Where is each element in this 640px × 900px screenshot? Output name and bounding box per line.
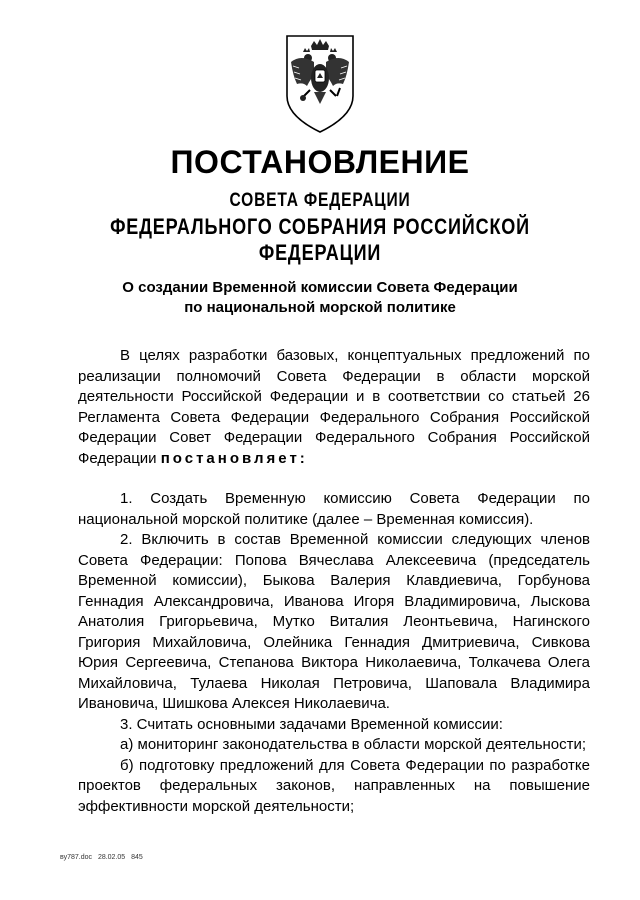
coat-of-arms-icon (281, 32, 359, 136)
subject-line1: О создании Временной комиссии Совета Федерации (122, 279, 518, 296)
preamble-paragraph (78, 346, 590, 469)
issuing-body-line1: СОВЕТА ФЕДЕРАЦИИ (229, 190, 411, 211)
item-1: 1. Создать Временную комиссию Совета Федерации по национальной морской политике (далее – Временная комиссия). (78, 490, 590, 528)
item-2: 2. Включить в состав Временной комиссии следующих членов Совета Федерации: Попова Вячеслава Алексеевича (председатель Временной комиссии), Быкова Валерия Клавдиевича, Горбунова Геннадия Александровича, Иванова Игоря Владимировича, Лыскова Анатолия Григорьевича, Мутко Виталия Леонтьевича, Нагинского Григория Михайловича, Олейника Геннадия Дмитриевича, Сивкова Юрия Сергеевича, Степанова Виктора Николаевича, Толкачева Олега Михайловича, Тулаева Николая Петровича, Шаповала Владимира Ивановича, Шишкова Алексея Николаевича. (78, 531, 590, 712)
footer-code: 845 (131, 854, 143, 861)
preamble-text: В целях разработки базовых, концептуальных предложений по реализации полномочий Совета Федерации в области морской деятельности Российской Федерации и в соответствии со статьей 26 Регламента Совета Федерации Федерального Собрания Российской Федерации Совет Федерации Федерального Собрания Российской Федерации (78, 347, 590, 467)
footer-date: 28.02.05 (97, 854, 126, 861)
document-subject (60, 278, 580, 318)
item-3b: б) подготовку предложений для Совета Федерации по разработке проектов федеральных законов, направленных на повышение эффективности морской деятельности; (78, 756, 590, 815)
item-3: 3. Считать основными задачами Временной комиссии: (120, 715, 503, 733)
document-body (78, 346, 590, 817)
preamble-resolution-word: постановляет: (160, 449, 308, 467)
subject-line2: по национальной морской политике (184, 299, 456, 316)
issuing-body-line2: ФЕДЕРАЛЬНОГО СОБРАНИЯ РОССИЙСКОЙ ФЕДЕРАЦИИ (110, 214, 530, 265)
footer-file: ву787.doc (60, 854, 92, 861)
item-3a: а) мониторинг законодательства в области морской деятельности; (120, 736, 587, 753)
document-title: ПОСТАНОВЛЕНИЕ (170, 144, 470, 180)
file-footer (60, 854, 143, 861)
